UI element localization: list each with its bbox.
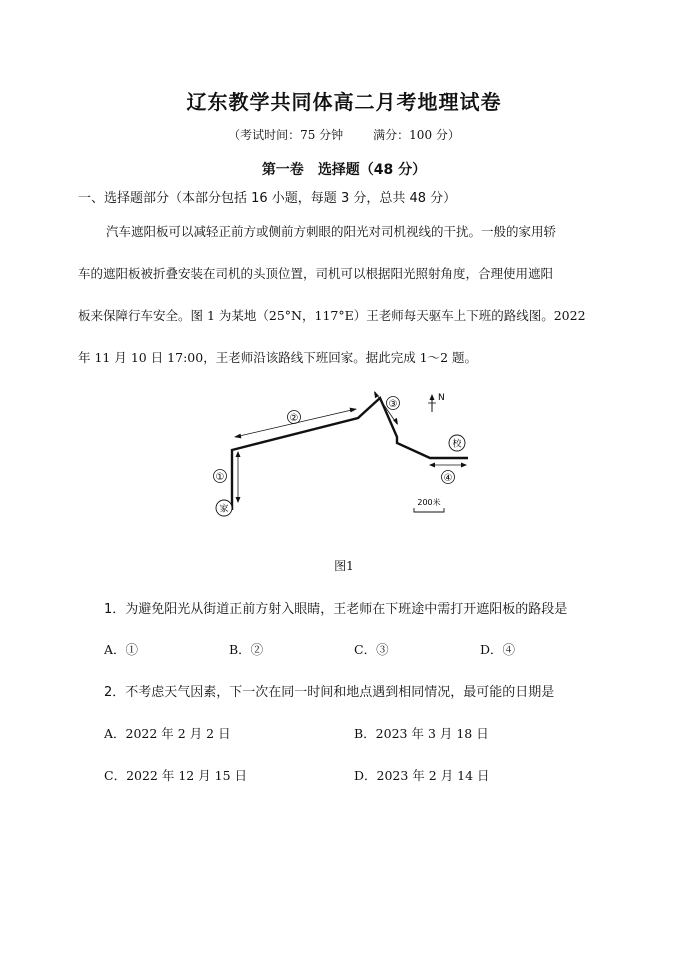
school-label: 校 — [452, 439, 462, 450]
home-label: 家 — [219, 504, 229, 515]
north-label: N — [438, 393, 445, 403]
route-line — [232, 398, 468, 510]
passage-line: 车的遮阳板被折叠安装在司机的头顶位置，司机可以根据阳光照射角度，合理使用遮阳 — [78, 266, 554, 281]
question-2-option-d[interactable]: D．2023 年 2 月 14 日 — [354, 768, 490, 783]
question-2-option-a[interactable]: A．2022 年 2 月 2 日 — [104, 726, 231, 741]
question-1-option-c[interactable]: C．③ — [354, 642, 389, 657]
segment-3-label: ③ — [388, 399, 398, 410]
question-1-option-d[interactable]: D．④ — [480, 642, 516, 657]
question-1-option-a[interactable]: A．① — [104, 642, 139, 657]
question-2-option-c[interactable]: C．2022 年 12 月 15 日 — [104, 768, 248, 783]
passage-line: 年 11 月 10 日 17:00，王老师沿该路线下班回家。据此完成 1～2 题。 — [78, 350, 478, 365]
question-1-option-b[interactable]: B．② — [229, 642, 264, 657]
question-2-stem: 2．不考虑天气因素，下一次在同一时间和地点遇到相同情况，最可能的日期是 — [104, 685, 555, 700]
segment-4-label: ④ — [443, 473, 453, 484]
section-name: 选择题（48 分） — [317, 162, 427, 178]
passage-line: 板来保障行车安全。图 1 为某地（25°N，117°E）王老师每天驱车上下班的路线图。2022 — [78, 308, 586, 323]
scale-bar — [414, 508, 444, 512]
exam-time: （考试时间：75 分钟 — [228, 128, 344, 142]
volume-label: 第一卷 — [261, 162, 304, 178]
figure-caption: 图1 — [334, 559, 354, 573]
passage-line: 汽车遮阳板可以减轻正前方或侧前方刺眼的阳光对司机视线的干扰。一般的家用轿 — [106, 224, 557, 239]
scale-label: 200米 — [417, 498, 441, 507]
question-1-stem: 1．为避免阳光从街道正前方射入眼睛，王老师在下班途中需打开遮阳板的路段是 — [104, 602, 568, 617]
question-2-option-b[interactable]: B．2023 年 3 月 18 日 — [354, 726, 489, 741]
segment-2-label: ② — [289, 413, 299, 424]
part-heading: 一、选择题部分（本部分包括 16 小题，每题 3 分，总共 48 分） — [78, 191, 457, 206]
full-score: 满分：100 分） — [373, 128, 460, 142]
exam-title: 辽东教学共同体高二月考地理试卷 — [186, 90, 502, 114]
segment-1-label: ① — [215, 472, 225, 483]
